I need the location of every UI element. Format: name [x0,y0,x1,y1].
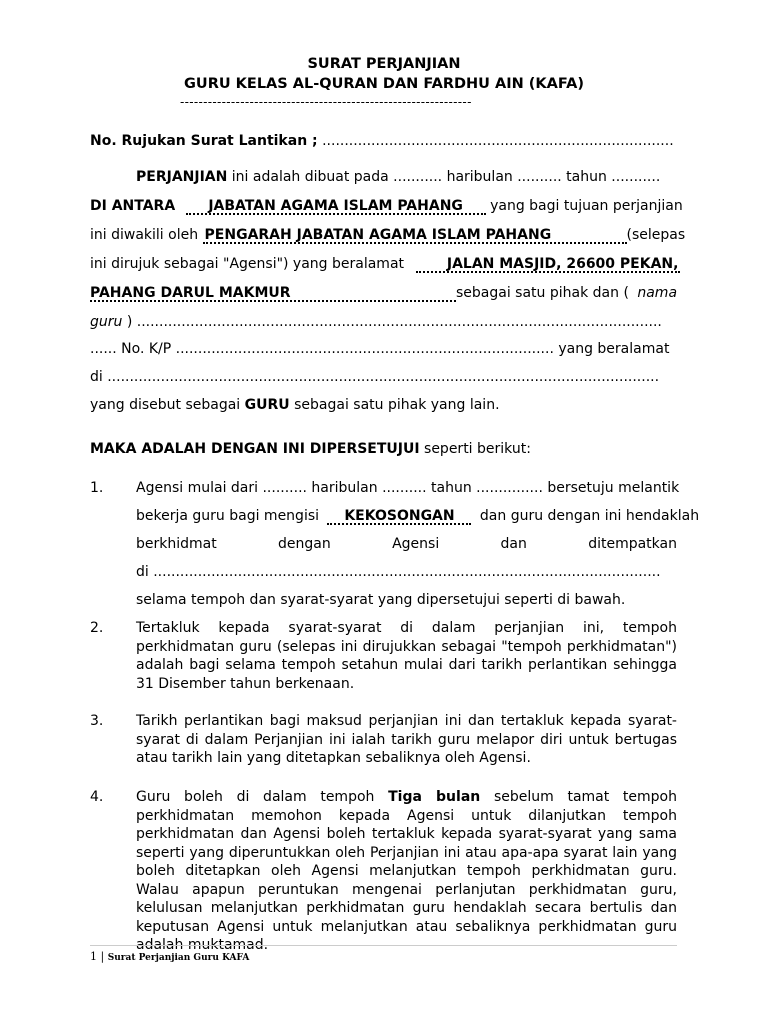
nama-guru-2: guru [90,314,123,330]
clause-4-text [136,788,677,955]
representative-name: PENGARAH JABATAN AGAMA ISLAM PAHANG [203,228,627,244]
parties-l8-tail: sebagai satu pihak yang lain. [289,397,500,413]
reference-dots: ............................................................................... [317,133,674,149]
parties-l5-rest: ) ...................................................................................................................... [122,314,662,330]
address-line-1: JALAN MASJID, 26600 PEKAN, [416,257,680,273]
footer-separator: | [97,950,108,963]
intro-line [136,168,677,186]
document-title: SURAT PERJANJIAN [307,56,461,72]
parties-line-4 [90,284,677,302]
clause-1-line-2 [136,507,700,525]
clause-1-l2-head: bekerja guru bagi mengisi [136,508,320,524]
page-footer [90,950,249,963]
clause-1-line-1: Agensi mulai dari .......... haribulan .......... tahun ............... bersetuju melantik [136,480,680,496]
agreed-bold: MAKA ADALAH DENGAN INI DIPERSETUJUI [90,441,420,457]
clause-4-body: sebelum tamat tempoh perkhidmatan memohon kepada Agensi untuk dilanjutkan tempoh perkhidmatan dan Agensi boleh tertakluk kepada syarat-syarat yang sama seperti yang diperuntukkan oleh Perjanjian ini atau apa-apa syarat lain yang boleh ditetapkan oleh Agensi melanjutkan tempoh perkhidmatan guru. Walau apapun peruntukan mengenai perlanjutan perkhidmatan guru, kelulusan melanjutkan perkhidmatan guru hendaklah secara bertulis dan keputusan Agensi untuk melanjutkan atau sebaliknya perkhidmatan guru adalah muktamad. [136,789,677,953]
agreed-rest: seperti berikut: [419,441,531,457]
parties-line-6: ...... No. K/P ..................................................................................... yang beralamat [90,341,670,357]
parties-l1-tail: yang bagi tujuan perjanjian [490,198,683,214]
parties-l3-head: ini dirujuk sebagai "Agensi") yang beralamat [90,256,405,272]
clause-1-line-5: selama tempoh dan syarat-syarat yang dipersetujui seperti di bawah. [136,592,626,608]
reference-line [90,132,677,150]
clause-2-text: Tertakluk kepada syarat-syarat di dalam perjanjian ini, tempoh perkhidmatan guru (selepas ini dirujukkan sebagai "tempoh perkhidmatan") adalah bagi selama tempoh setahun mulai dari tarikh perlantikan sehingga 31 Disember tahun berkenaan. [136,620,677,692]
clause-3-text: Tarikh perlantikan bagi maksud perjanjian ini dan tertakluk kepada syarat-syarat di dalam Perjanjian ini ialah tarikh guru melapor diri untuk bertugas atau tarikh lain yang ditetapkan sebaliknya oleh Agensi. [136,713,677,766]
address-line-2: PAHANG DARUL MAKMUR [90,286,456,302]
clause-1-line-3: berkhidmat dengan Agensi dan ditempatkan [136,536,677,552]
parties-line-7: di ............................................................................................................................ [90,369,660,385]
agency-name: JABATAN AGAMA ISLAM PAHANG [186,199,486,215]
clause-3-number: 3. [90,713,104,729]
parties-line-8 [90,396,677,414]
guru-word: GURU [244,397,290,413]
title-rule: --------------------------------------------------------------- [180,95,472,109]
parties-line-3 [90,255,677,273]
nama-guru-1: nama [637,285,678,301]
document-subtitle: GURU KELAS AL-QURAN DAN FARDHU AIN (KAFA) [184,76,584,92]
agreed-line [90,440,677,458]
clause-1-l2-tail: dan guru dengan ini hendaklah [479,508,700,524]
parties-line-1 [90,197,683,215]
intro-word: PERJANJIAN [136,169,228,185]
footer-rule [90,945,677,946]
parties-l2-head: ini diwakili oleh [90,227,199,243]
vacancy-field: KEKOSONGAN [327,509,471,525]
parties-l2-tail: (selepas [626,227,686,243]
intro-rest: ini adalah dibuat pada ........... haribulan .......... tahun ........... [227,169,661,185]
reference-label: No. Rujukan Surat Lantikan ; [90,133,318,149]
clause-1-line-4: di .................................................................................................................. [136,564,661,580]
clause-4-head: Guru boleh di dalam tempoh [136,789,389,805]
clause-2-number: 2. [90,620,104,636]
parties-l8-head: yang disebut sebagai [90,397,245,413]
di-antara: DI ANTARA [90,198,176,214]
page-number: 1 [90,950,97,963]
parties-l4-tail: sebagai satu pihak dan ( [456,285,629,301]
parties-line-2 [90,226,686,244]
clause-4-bold: Tiga bulan [388,789,481,805]
footer-title: Surat Perjanjian Guru KAFA [107,953,250,963]
parties-line-5 [90,313,677,331]
clause-1-number: 1. [90,480,104,496]
clause-4-number: 4. [90,789,104,805]
